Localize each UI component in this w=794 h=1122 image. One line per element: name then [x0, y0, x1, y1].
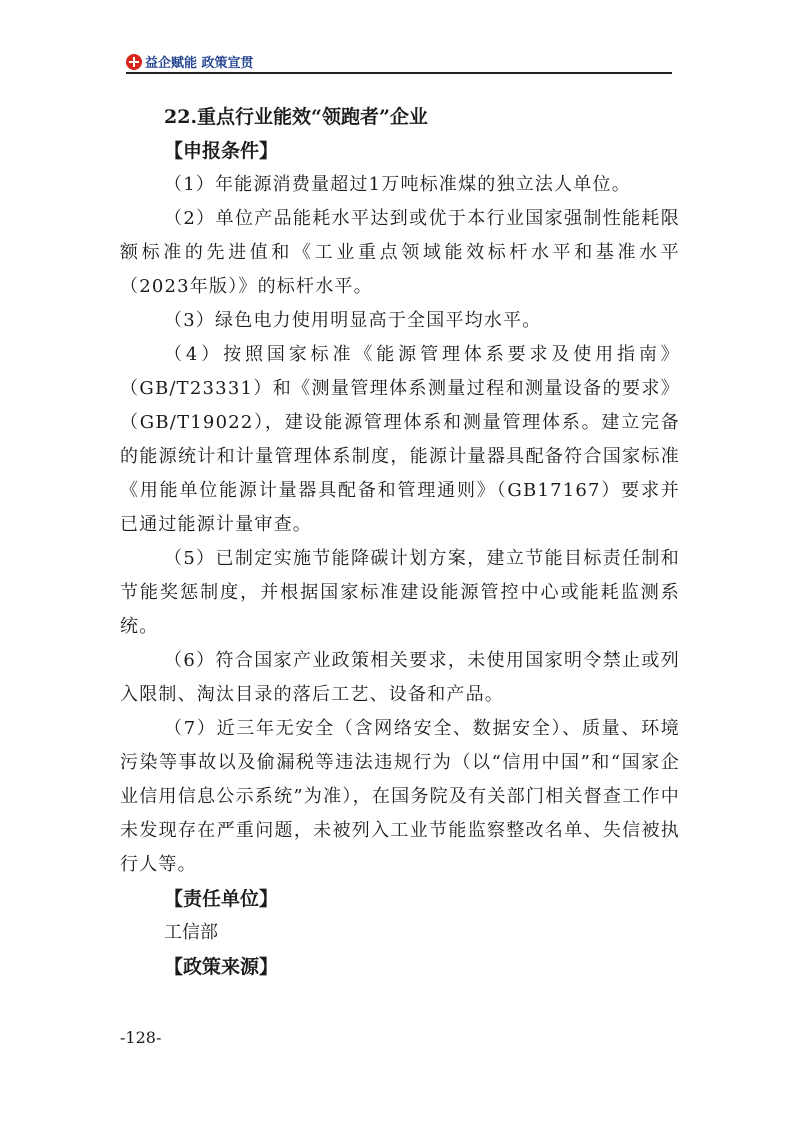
condition-item-6: （6）符合国家产业政策相关要求，未使用国家明令禁止或列入限制、淘汰目录的落后工艺、设备和产品。: [120, 650, 680, 705]
condition-item-1: （1）年能源消费量超过1万吨标准煤的独立法人单位。: [164, 174, 631, 195]
document-body: [120, 100, 680, 984]
responsible-unit: 工信部: [164, 922, 218, 943]
condition-item-2: （2）单位产品能耗水平达到或优于本行业国家强制性能耗限额标准的先进值和《工业重点领域能效标杆水平和基准水平（2023年版）》的标杆水平。: [120, 208, 680, 297]
brand-logo-icon: [126, 54, 142, 70]
conditions-heading: 【申报条件】: [164, 140, 279, 162]
section-title: 22.重点行业能效“领跑者”企业: [164, 106, 428, 128]
condition-item-7: （7）近三年无安全（含网络安全、数据安全）、质量、环境污染等事故以及偷漏税等违法违规行为（以“信用中国”和“国家企业信用信息公示系统”为准），在国务院及有关部门相关督查工作中未发现存在严重问题，未被列入工业节能监察整改名单、失信被执行人等。: [120, 718, 680, 875]
header-logo-text: 益企赋能 政策宣贯: [145, 56, 254, 71]
header-divider: [126, 72, 672, 74]
header-logo: [126, 52, 254, 71]
condition-item-3: （3）绿色电力使用明显高于全国平均水平。: [164, 310, 542, 331]
responsible-heading: 【责任单位】: [164, 888, 279, 910]
condition-item-4: （4）按照国家标准《能源管理体系要求及使用指南》（GB/T23331）和《测量管理体系测量过程和测量设备的要求》（GB/T19022），建设能源管理体系和测量管理体系。建立完备的能源统计和计量管理体系制度，能源计量器具配备符合国家标准《用能单位能源计量器具配备和管理通则》（GB17167）要求并已通过能源计量审查。: [120, 344, 680, 535]
source-heading: 【政策来源】: [164, 956, 279, 978]
condition-item-5: （5）已制定实施节能降碳计划方案，建立节能目标责任制和节能奖惩制度，并根据国家标准建设能源管控中心或能耗监测系统。: [120, 548, 680, 637]
page-number: -128-: [120, 1028, 162, 1047]
page-header: [126, 52, 672, 74]
